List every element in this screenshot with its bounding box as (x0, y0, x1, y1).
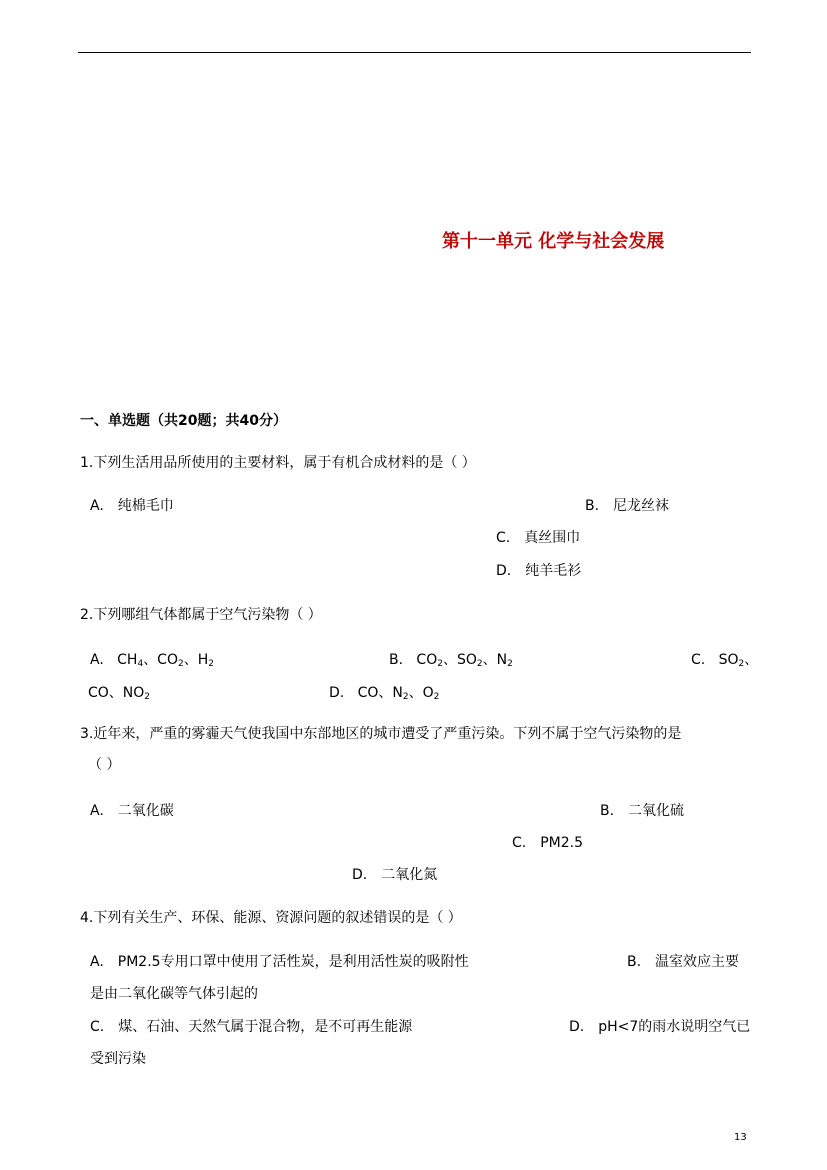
question-2-option-d: D. CO、$N_2$、$O_2$ (329, 685, 440, 702)
question-3-option-a: A. 二氧化碳 (90, 803, 174, 819)
question-1-option-d: D. 纯羊毛衫 (496, 563, 582, 579)
page-title: 第十一单元 化学与社会发展 (442, 231, 665, 252)
page-number: 13 (734, 1132, 747, 1143)
question-4-option-d: D. pH<7的雨水说明空气已 (569, 1019, 751, 1035)
question-4-option-d-continued: 受到污染 (90, 1051, 146, 1067)
question-4-option-b-continued: 是由二氧化碳等气体引起的 (90, 986, 258, 1002)
section-heading: 一、单选题（共20题；共40分） (80, 413, 287, 429)
question-2-stem: 2.下列哪组气体都属于空气污染物（ ） (80, 607, 322, 623)
question-3-stem-continued: （ ） (88, 757, 121, 773)
question-4-option-b: B. 温室效应主要 (627, 954, 740, 970)
question-4-option-a: A. PM2.5专用口罩中使用了活性炭，是利用活性炭的吸附性 (90, 954, 469, 970)
question-3-stem: 3.近年来，严重的雾霾天气使我国中东部地区的城市遭受了严重污染。下列不属于空气污染物的是 (80, 726, 682, 742)
header-rule (78, 52, 751, 53)
question-4-stem: 4.下列有关生产、环保、能源、资源问题的叙述错误的是（ ） (80, 910, 462, 926)
question-1-option-b: B. 尼龙丝袜 (585, 498, 670, 514)
question-1-option-a: A. 纯棉毛巾 (90, 498, 174, 514)
question-1-stem: 1.下列生活用品所使用的主要材料，属于有机合成材料的是（ ） (80, 455, 476, 471)
question-4-option-c: C. 煤、石油、天然气属于混合物，是不可再生能源 (90, 1019, 413, 1035)
question-3-option-c: C. PM2.5 (512, 835, 584, 851)
question-1-option-c: C. 真丝围巾 (496, 530, 581, 546)
question-2-option-c: C. $SO_2$、 (691, 652, 759, 669)
question-2-option-a: A. $CH_4$、$CO_2$、$H_2$ (90, 652, 214, 669)
question-2-option-b: B. $CO_2$、$SO_2$、$N_2$ (389, 652, 513, 669)
question-3-option-d: D. 二氧化氮 (352, 867, 438, 883)
question-2-option-c-continued: CO、$NO_2$ (88, 685, 151, 702)
question-3-option-b: B. 二氧化硫 (600, 803, 685, 819)
